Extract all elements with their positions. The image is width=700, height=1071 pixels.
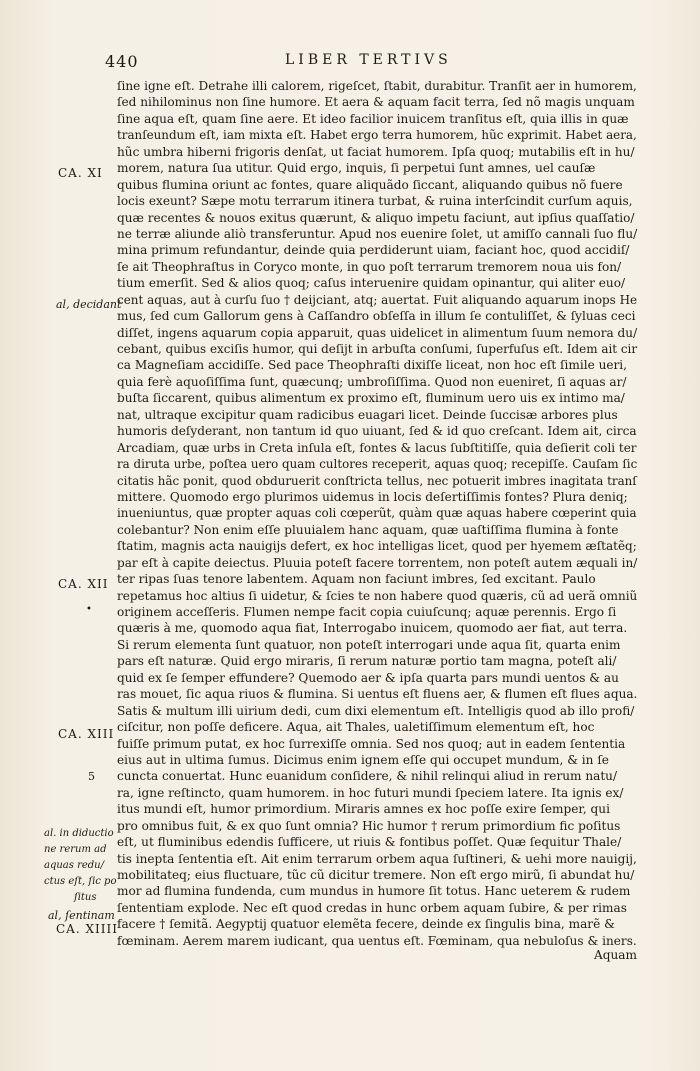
running-title: LIBER TERTIVS [285,52,452,68]
margin-note-line: ſitus [74,892,97,903]
text-line: quia ferè aquoſiſſima ſunt, quæcunq; umbroſiſſima. Quod non eueniret, ſi aquas ar/ [117,374,627,389]
text-line: ſed nihilominus non ſine humore. Et aera & aquam facit terra, ſed nõ magis unquam [117,95,635,110]
text-line: nat, ultraque excipitur quam radicibus euagari licet. Deinde ſuccisæ arbores plus [117,407,618,422]
text-line: mus, ſed cum Gallorum gens à Caſſandro obſeſſa in illum ſe contuliſſet, & ſyluas ceci [117,309,636,324]
text-line: par eſt à capite deiectus. Pluuia poteſt facere torrentem, non poteſt autem æquali in/ [117,555,638,570]
text-line: mina primum refundantur, deinde quia perdiderunt uiam, faciant hoc, quod accidiſ/ [117,243,630,258]
text-line: cebant, quibus exciſis humor, qui deſijt in arbuſta conſumi, ſuperfuſus eſt. Idem ait cir [117,342,638,356]
chapter-marker-12: CA. XII [58,577,109,591]
chapter-marker-14: CA. XIIII [56,922,118,936]
margin-note-sentinam: al, ſentinam [48,909,115,922]
text-line: eſt, ut fluminibus edendis ſufficere, ut riuis & fontibus poſſet. Quæ ſequitur Thale/ [117,835,622,850]
text-line: tium emerſit. Sed & alios quoq; caſus interuenire quidam opinantur, qui aliter euo/ [117,276,626,291]
text-line: quæ recentes & nouos exitus quærunt, & aliquo impetu faciunt, aut ipſius quaſſatio/ [117,210,635,225]
text-line: buſta ſiccarent, quibus alimentum ex proximo eſt, fluminum uero uis ex intimo ma/ [117,391,625,406]
margin-note-line: aquas redu/ [44,860,104,871]
text-line: repetamus hoc altius ſi uidetur, & ſcies te non habere quod quæris, cũ ad uerã omniũ [117,588,638,603]
text-line: fœminam. Aerem marem iudicant, qua uentus eſt. Fœminam, qua nebuloſus & iners. [117,933,637,948]
text-line: tis inepta ſententia eſt. Ait enim terrarum orbem aqua ſuſtineri, & uehi more nauigij, [117,851,637,866]
margin-note-line: al. in diductio [44,828,114,839]
text-line: quæris à me, quomodo aqua fiat, Interrogabo inuicem, quomodo aer fiat, aut terra. [117,621,628,636]
text-line: ter ripas ſuas tenore labentem. Aquam non faciunt imbres, ſed excitant. Paulo [117,572,596,587]
text-line: eius aut in ultima ſumus. Dicimus enim ignem eſſe qui occupet mundum, & in ſe [117,752,609,767]
text-line: citatis hãc ponit, quod obduruerit conſtricta tellus, nec potuerit imbres inagitata tranſ [117,473,637,488]
margin-note-line: ne rerum ad [44,844,107,855]
text-line: ciſcitur, non poſſe deficere. Aqua, ait Thales, ualetiſſimum elementum eſt, hoc [117,720,595,735]
text-line: Arcadiam, quæ urbs in Creta inſula eſt, fontes & lacus ſubſtitiſſe, quia deſierit coli ter [117,440,637,455]
chapter-marker-13: CA. XIII [58,727,115,741]
text-line: ne terræ aliunde aliò transferuntur. Apud nos euenire ſolet, ut amiſſo cannali ſuo flu/ [117,226,638,241]
text-line: ſine aqua eſt, quam ſine aere. Et ideo facilior inuicem tranſitus eſt, quia illis in quæ [117,111,629,126]
margin-note-diductio [44,826,116,906]
text-line: locis exeunt? Sæpe motu terrarum itinera turbat, & ruina interſcindit curſum aquis, [117,194,633,209]
text-line: ra, igne reſtincto, quam humorem. in hoc futuri mundi ſpeciem latere. Ita ignis ex/ [117,785,624,800]
text-line: ſine igne eſt. Detrahe illi calorem, rigeſcet, ſtabit, durabitur. Tranſit aer in humorem, [117,79,637,93]
text-line: pars eſt naturæ. Quid ergo miraris, ſi rerum naturæ portio tam magna, poteſt ali/ [117,654,617,669]
text-line: ca Magneſiam accidiſſe. Sed pace Theophraſti dixiſſe liceat, non hoc eſt ſimile ueri, [117,358,628,373]
page-number: 440 [105,52,139,71]
text-line: inueniuntus, quæ propter aquas coli cœperũt, quàm quæ aquas habere cœperint quia [117,506,637,521]
text-line: ras mouet, ſic aqua riuos & flumina. Si uentus eſt fluens aer, & flumen eſt flues aqua. [117,687,638,702]
text-line: colebantur? Non enim eſſe pluuialem hanc aquam, quæ uaſtiſſima flumina à fonte [117,522,619,537]
text-line: facere † ſemitã. Aegyptij quatuor elemẽta fecere, deinde ex ſingulis bina, marẽ & [117,917,615,932]
text-line: quibus flumina oriunt ac fontes, quare aliquãdo ſiccant, aliquando quibus nõ fuere [117,177,623,192]
text-line: diſſet, ingens aquarum copia apparuit, quas uidelicet in alimentum ſuum nemora du/ [117,325,638,340]
text-line: fuiſſe primum putat, ex hoc ſurrexiſſe omnia. Sed nos quoq; aut in eadem ſententia [117,736,626,751]
margin-note-line: ctus eſt, ſic po [44,876,117,887]
text-line: tranſeundum eſt, iam mixta eſt. Habet ergo terra humorem, hũc exprimit. Habet aera, [117,128,637,143]
text-line: mittere. Quomodo ergo plurimos uidemus in locis deſertiſſimis fontes? Plura deniq; [117,489,628,504]
text-line: cent aquas, aut à curſu ſuo † deijciant, atq; auertat. Fuit aliquando aquarum inops He [117,292,638,307]
chapter-marker-11: CA. XI [58,166,103,180]
text-line: Si rerum elementa ſunt quatuor, non poteſt interrogari unde aqua ſit, quarta enim [117,637,621,652]
margin-mark-bullet: • [86,604,92,615]
text-line: pro omnibus fuit, & ex quo ſunt omnia? Hic humor † rerum primordium fic poſitus [117,818,621,833]
text-line: ſententiam explode. Nec eſt quod credas in hunc orbem aquam ſubire, & per rimas [117,900,627,915]
text-line: mor ad flumina fundenda, cum mundus in humore ſit totus. Hanc ueterem & rudem [117,884,631,899]
text-line: ſtatim, magnis acta nauigijs defert, ex hoc intelligas licet, quod per hyemem æſtatẽq; [117,539,637,554]
body-text [117,78,637,949]
text-line: mobilitateq; eius fluctuare, tũc cũ dicitur tremere. Non eſt ergo mirũ, ſi abundat hu/ [117,868,635,882]
text-line: ra diruta urbe, poſtea uero quam cultores receperit, aquas quoq; recepiſſe. Cauſam ſic [117,457,638,472]
text-line: ſe ait Theophraſtus in Coryco monte, in quo poſt terrarum tremorem noua uis fon/ [117,259,622,274]
text-line: itus mundi eſt, humor primordium. Miraris amnes ex hoc poſſe exire ſemper, qui [117,802,610,817]
margin-mark-five: 5 [88,770,95,783]
text-line: hũc umbra hiberni frigoris denſat, ut faciat humorem. Ipſa quoq; mutabilis eſt in hu/ [117,144,635,159]
page-header [105,52,665,74]
text-line: morem, natura ſua utitur. Quid ergo, inquis, ſi perpetui ſunt amnes, uel cauſæ [117,161,596,176]
text-line: cuncta conuertat. Hunc euanidum conſidere, & nihil relinqui aliud in rerum natu/ [117,769,618,784]
text-line: quid ex ſe ſemper effundere? Quemodo aer & ipſa quarta pars mundi uentos & au [117,670,619,685]
text-line: humoris deſyderant, non tantum id quo uiuant, ſed & id quo creſcant. Idem ait, circa [117,424,637,439]
margin-note-decidant: al, decidant [56,298,122,311]
catchword: Aquam [594,948,637,962]
text-line: originem acceſſeris. Flumen nempe facit copia cuiuſcunq; aquæ perennis. Ergo ſi [117,605,617,619]
text-line: Satis & multum illi uirium dedi, cum dixi elementum eſt. Intelligis quod ab illo profi/ [117,703,635,718]
